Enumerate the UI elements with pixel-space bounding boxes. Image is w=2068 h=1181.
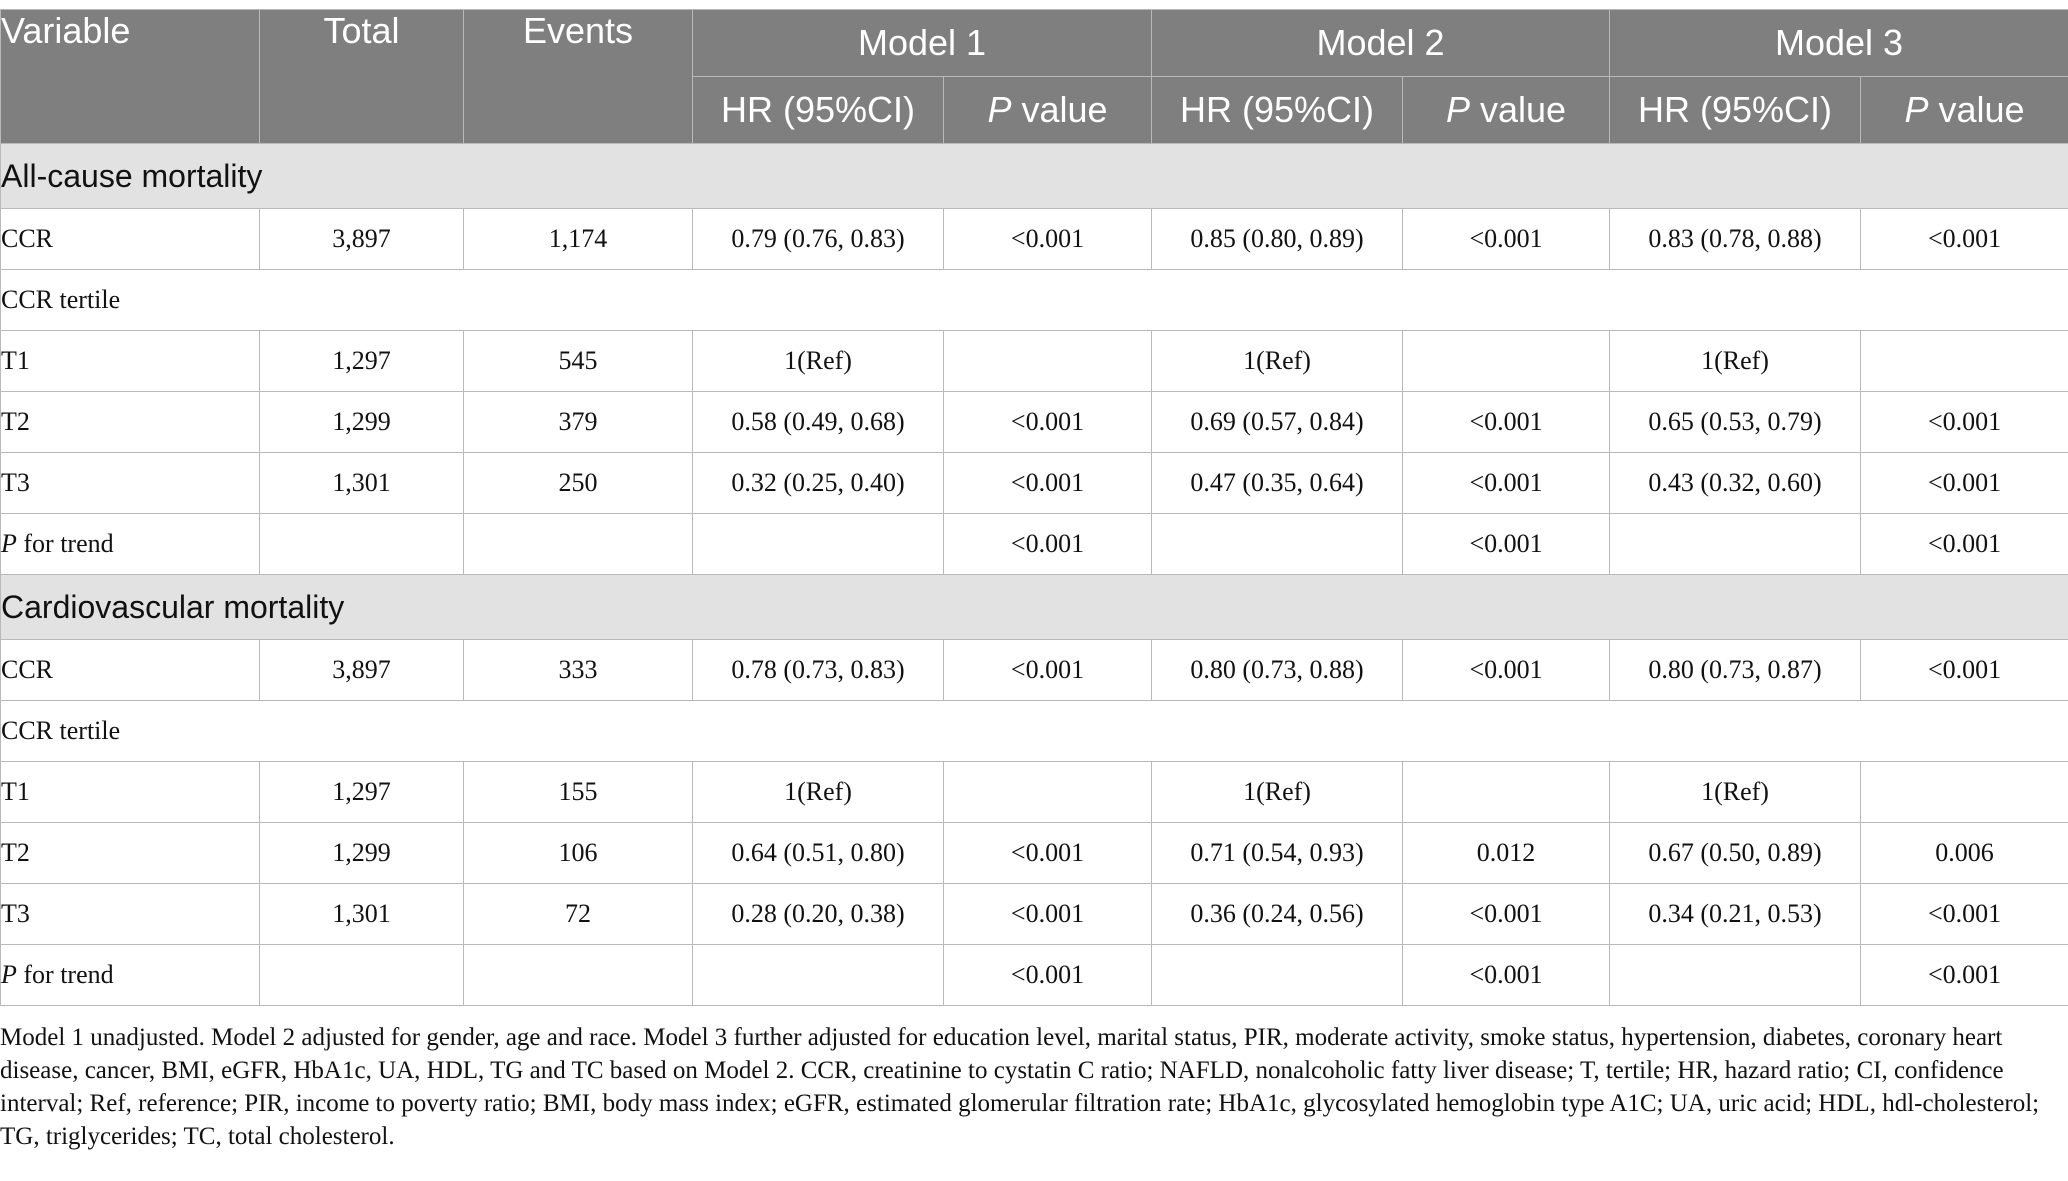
cell-hr: 0.83 (0.78, 0.88) [1610,209,1861,270]
cell-hr: 0.36 (0.24, 0.56) [1152,884,1403,945]
table-row-tertile [1,331,2068,392]
cell-hr [1610,945,1861,1006]
cell-events: 333 [464,640,693,701]
cell-p-value: <0.001 [1861,945,2068,1006]
cell-total [260,514,464,575]
cell-events: 250 [464,453,693,514]
cell-p-value: <0.001 [1861,514,2068,575]
section-header [1,144,2068,209]
cell-p-value: <0.001 [1403,453,1610,514]
header-variable: Variable [1,10,260,144]
header-hr: HR (95%CI) [693,77,944,144]
cell-p-value: <0.001 [1403,209,1610,270]
cell-hr: 0.71 (0.54, 0.93) [1152,823,1403,884]
cell-p-value: <0.001 [944,209,1152,270]
cell-hr [1610,514,1861,575]
cell-hr: 0.65 (0.53, 0.79) [1610,392,1861,453]
cell-hr: 1(Ref) [693,762,944,823]
cell-total: 1,299 [260,823,464,884]
cell-events: 155 [464,762,693,823]
table-row-tertile-label [1,270,2068,331]
table-row-tertile [1,453,2068,514]
cell-events: 545 [464,331,693,392]
cell-p-value: 0.012 [1403,823,1610,884]
cell-hr: 0.43 (0.32, 0.60) [1610,453,1861,514]
row-label: T2 [1,823,260,884]
cell-events: 106 [464,823,693,884]
cell-hr: 0.85 (0.80, 0.89) [1152,209,1403,270]
header-model-3: Model 3 [1610,10,2068,77]
row-label: T1 [1,762,260,823]
cell-p-value: <0.001 [1403,945,1610,1006]
header-p-value: P value [944,77,1152,144]
table-row-p-trend [1,945,2068,1006]
cell-hr: 0.80 (0.73, 0.88) [1152,640,1403,701]
table-footnote: Model 1 unadjusted. Model 2 adjusted for gender, age and race. Model 3 further adjusted for education level, marital status, PIR, moderate activity, smoke status, hypertension, diabetes, coronary heart disease, cancer, BMI, eGFR, HbA1c, UA, HDL, TG and TC based on Model 2. CCR, creatinine to cystatin C ratio; NAFLD, nonalcoholic fatty liver disease; T, tertile; HR, hazard ratio; CI, confidence interval; Ref, reference; PIR, income to poverty ratio; BMI, body mass index; eGFR, estimated glomerular filtration rate; HbA1c, glycosylated hemoglobin type A1C; UA, uric acid; HDL, hdl-cholesterol; TG, triglycerides; TC, total cholesterol. [0,1024,2040,1150]
cell-p-value: <0.001 [1861,209,2068,270]
cell-events: 379 [464,392,693,453]
table-row-tertile [1,823,2068,884]
table-row-tertile [1,762,2068,823]
results-table [0,9,2068,1006]
cell-p-value: <0.001 [944,514,1152,575]
cell-p-value: <0.001 [944,945,1152,1006]
cell-p-value [1861,331,2068,392]
cell-p-value: <0.001 [944,640,1152,701]
cell-p-value: <0.001 [944,823,1152,884]
header-model-2: Model 2 [1152,10,1610,77]
header-model-1: Model 1 [693,10,1152,77]
header-total: Total [260,10,464,144]
tertile-label: CCR tertile [1,701,2068,762]
cell-hr: 0.47 (0.35, 0.64) [1152,453,1403,514]
cell-p-value: <0.001 [944,884,1152,945]
cell-total [260,945,464,1006]
cell-hr [1152,945,1403,1006]
cell-total: 1,301 [260,884,464,945]
cell-hr [693,514,944,575]
cell-total: 1,301 [260,453,464,514]
cell-hr: 0.58 (0.49, 0.68) [693,392,944,453]
cell-events: 72 [464,884,693,945]
row-label: T1 [1,331,260,392]
table-row-tertile-label [1,701,2068,762]
cell-events [464,514,693,575]
cell-p-value: <0.001 [1861,640,2068,701]
cell-hr: 0.67 (0.50, 0.89) [1610,823,1861,884]
header-events: Events [464,10,693,144]
cell-events: 1,174 [464,209,693,270]
row-label: T2 [1,392,260,453]
cell-total: 1,299 [260,392,464,453]
cell-total: 3,897 [260,640,464,701]
cell-hr: 1(Ref) [693,331,944,392]
cell-p-value [944,762,1152,823]
cell-hr: 1(Ref) [1152,331,1403,392]
cell-p-value: <0.001 [1861,392,2068,453]
cell-hr [1152,514,1403,575]
cell-events [464,945,693,1006]
cell-p-value: <0.001 [1861,453,2068,514]
row-label: T3 [1,884,260,945]
row-label: CCR [1,209,260,270]
cell-p-value: <0.001 [1403,514,1610,575]
header-hr: HR (95%CI) [1610,77,1861,144]
cell-hr: 0.69 (0.57, 0.84) [1152,392,1403,453]
cell-p-value [1403,762,1610,823]
cell-total: 3,897 [260,209,464,270]
row-label: P for trend [1,514,260,575]
cell-p-value: <0.001 [1861,884,2068,945]
cell-p-value: <0.001 [944,453,1152,514]
section-title: All-cause mortality [1,144,2068,209]
section-header [1,575,2068,640]
cell-hr: 0.64 (0.51, 0.80) [693,823,944,884]
header-hr: HR (95%CI) [1152,77,1403,144]
cell-p-value: 0.006 [1861,823,2068,884]
cell-p-value [944,331,1152,392]
cell-p-value [1403,331,1610,392]
cell-hr: 0.80 (0.73, 0.87) [1610,640,1861,701]
table-row-tertile [1,392,2068,453]
header-p-value: P value [1861,77,2068,144]
row-label: CCR [1,640,260,701]
cell-hr: 0.78 (0.73, 0.83) [693,640,944,701]
cell-total: 1,297 [260,331,464,392]
section-title: Cardiovascular mortality [1,575,2068,640]
header-p-value: P value [1403,77,1610,144]
row-label: T3 [1,453,260,514]
cell-p-value: <0.001 [1403,392,1610,453]
cell-p-value: <0.001 [1403,640,1610,701]
cell-hr: 1(Ref) [1610,762,1861,823]
cell-hr [693,945,944,1006]
cell-hr: 0.28 (0.20, 0.38) [693,884,944,945]
cell-p-value [1861,762,2068,823]
table-row-p-trend [1,514,2068,575]
header-row-1 [1,10,2068,77]
cell-p-value: <0.001 [1403,884,1610,945]
cell-hr: 0.79 (0.76, 0.83) [693,209,944,270]
cell-total: 1,297 [260,762,464,823]
table-row-ccr [1,640,2068,701]
cell-hr: 1(Ref) [1152,762,1403,823]
cell-hr: 1(Ref) [1610,331,1861,392]
table-row-ccr [1,209,2068,270]
cell-hr: 0.34 (0.21, 0.53) [1610,884,1861,945]
tertile-label: CCR tertile [1,270,2068,331]
table-row-tertile [1,884,2068,945]
row-label: P for trend [1,945,260,1006]
cell-hr: 0.32 (0.25, 0.40) [693,453,944,514]
cell-p-value: <0.001 [944,392,1152,453]
